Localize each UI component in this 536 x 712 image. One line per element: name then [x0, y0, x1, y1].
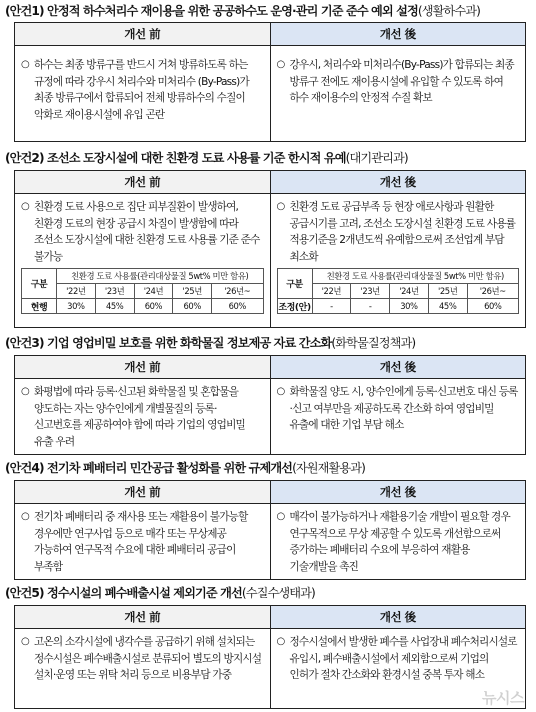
after-item: ○ 정수시설에서 발생한 폐수를 사업장내 폐수처리시설로 유입시, 폐수배출시설에서 제외함으로써 기업의 인허가 절차 간소화와 환경시설 중복 투자 해소 — [276, 636, 517, 681]
paint-usage-table-current — [21, 268, 264, 314]
table-year: '22년 — [57, 284, 96, 299]
table-value: - — [312, 299, 351, 314]
section-1-before — [15, 46, 271, 142]
before-item: ○ 전기차 폐배터리 중 재사용 또는 재활용이 불가능할 경우에만 연구사업 등으로 매각 또는 무상제공 가능하여 연구목적 수요에 대한 폐배터리 공급이 부족함 — [21, 511, 248, 573]
header-after: 개선 後 — [271, 606, 526, 628]
table-value: 60% — [134, 299, 173, 314]
section-1-title-text: (안건1) 안정적 하수처리수 재이용을 위한 공공하수도 운영·관리 기준 준수 예외 설정 — [5, 4, 418, 18]
after-item: ○ 매각이 불가능하거나 재활용기술 개발이 필요할 경우 연구목적으로 무상 제공할 수 있도록 개선함으로써 증가하는 폐배터리 수요에 부응하여 재활용 기술개발을 촉진 — [276, 511, 510, 573]
section-1-header — [15, 23, 525, 46]
section-4-title-text: (안건4) 전기차 폐배터리 민간공급 활성화를 위한 규제개선 — [5, 461, 293, 475]
circle-bullet-icon: ○ — [21, 59, 29, 70]
table-year: '25년 — [428, 284, 467, 299]
section-2-header — [15, 171, 525, 194]
table-row-label: 현행 — [22, 299, 57, 314]
section-4-body — [15, 504, 525, 580]
section-5-title-text: (안건5) 정수시설의 폐수배출시설 제외기준 개선 — [5, 586, 242, 600]
after-item: ○ 강우시, 처리수와 미처리수(By-Pass)가 합류되는 최종 방류구 전에도 재이용시설에 유입할 수 있도록 하여 하수 재이용수의 안정적 수질 확보 — [276, 59, 514, 104]
table-caption: 친환경 도료 사용률(관리대상물질 5wt% 미만 함유) — [312, 269, 519, 284]
table-value: 30% — [390, 299, 429, 314]
before-item: ○ 친환경 도료 사용으로 집단 피부질환이 발생하여, 친환경 도료의 현장 공급시 차질이 발생함에 따라 조선소 도장시설에 대한 친환경 도료 사용률 기준 준수 불가능 — [21, 201, 260, 263]
section-1-box — [14, 22, 526, 142]
circle-bullet-icon: ○ — [276, 201, 285, 212]
table-year: '24년 — [134, 284, 173, 299]
section-2-ministry: (대기관리과) — [345, 151, 408, 165]
table-year: '26년~ — [212, 284, 263, 299]
table-caption: 친환경 도료 사용률(관리대상물질 5wt% 미만 함유) — [57, 269, 264, 284]
section-2-title — [5, 150, 408, 167]
section-3-body — [15, 379, 525, 455]
section-1-ministry: (생활하수과) — [417, 4, 480, 18]
table-year: '23년 — [351, 284, 390, 299]
header-before: 개선 前 — [15, 23, 271, 45]
circle-bullet-icon: ○ — [21, 386, 29, 397]
section-5-ministry: (수질수생태과) — [241, 586, 315, 600]
header-after: 개선 後 — [271, 481, 526, 503]
circle-bullet-icon: ○ — [21, 201, 29, 212]
section-4-header — [15, 481, 525, 504]
table-value: - — [351, 299, 390, 314]
circle-bullet-icon: ○ — [276, 511, 285, 522]
section-2-title-text: (안건2) 조선소 도장시설에 대한 친환경 도료 사용률 기준 한시적 유예 — [5, 151, 346, 165]
circle-bullet-icon: ○ — [276, 59, 285, 70]
circle-bullet-icon: ○ — [21, 636, 29, 647]
watermark: 뉴시스 — [482, 689, 524, 707]
table-value: 30% — [57, 299, 96, 314]
header-after: 개선 後 — [271, 171, 526, 193]
table-year: '23년 — [95, 284, 134, 299]
section-3-title — [5, 335, 415, 352]
circle-bullet-icon: ○ — [276, 636, 285, 647]
before-item: ○ 고온의 소각시설에 냉각수를 공급하기 위해 설치되는 정수시설은 폐수배출시설로 분류되어 별도의 방지시설 설치·운영 또는 위탁 처리 등으로 비용부담 가중 — [21, 636, 262, 681]
table-row-header: 구분 — [22, 269, 57, 299]
header-before: 개선 前 — [15, 171, 271, 193]
table-value: 60% — [212, 299, 263, 314]
table-row-label: 조정(안) — [277, 299, 312, 314]
section-2-box — [14, 170, 526, 328]
section-4-before — [15, 504, 271, 580]
section-1-body — [15, 46, 525, 142]
paint-usage-table-adjusted — [277, 268, 520, 314]
circle-bullet-icon: ○ — [21, 511, 29, 522]
section-2-after — [271, 194, 526, 328]
section-1-title — [5, 3, 480, 20]
section-4-box — [14, 480, 526, 580]
section-2-before — [15, 194, 271, 328]
section-5-before — [15, 629, 271, 709]
header-before: 개선 前 — [15, 606, 271, 628]
table-row-header: 구분 — [277, 269, 312, 299]
header-after: 개선 後 — [271, 23, 526, 45]
after-item: ○ 화학물질 양도 시, 양수인에게 등록·신고번호 대신 등록·신고 여부만을 제공하도록 간소화 하여 영업비밀 유출에 대한 기업 부담 해소 — [276, 386, 518, 431]
after-item: ○ 친환경 도료 공급부족 등 현장 애로사항과 원활한 공급시기를 고려, 조선소 도장시설 친환경 도료 사용률 적용기준을 2개년도씩 유예함으로써 조선업계 부담 최소화 — [276, 201, 516, 263]
section-4-title — [5, 460, 365, 477]
section-1-after — [271, 46, 526, 142]
header-before: 개선 前 — [15, 481, 271, 503]
section-2-body — [15, 194, 525, 328]
before-item: ○ 화평법에 따라 등록·신고된 화학물질 및 혼합물을 양도하는 자는 양수인에게 개별물질의 등록·신고번호를 제공하여야 함에 따라 기업의 영업비밀 유출 우려 — [21, 386, 245, 448]
table-value: 45% — [428, 299, 467, 314]
table-value: 45% — [95, 299, 134, 314]
section-3-before — [15, 379, 271, 455]
section-3-header — [15, 356, 525, 379]
section-5-title — [5, 585, 315, 602]
header-after: 개선 後 — [271, 356, 526, 378]
section-3-title-text: (안건3) 기업 영업비밀 보호를 위한 화학물질 정보제공 자료 간소화 — [5, 336, 332, 350]
table-year: '25년 — [173, 284, 212, 299]
table-year: '22년 — [312, 284, 351, 299]
section-5-header — [15, 606, 525, 629]
before-item: ○ 하수는 최종 방류구를 반드시 거쳐 방류하도록 하는 규정에 따라 강우시 처리수와 미처리수 (By-Pass)가 최종 방류구에서 합류되어 전체 방류하수의 수질이 악화로 재이용시설에 유입 곤란 — [21, 59, 249, 121]
table-year: '24년 — [390, 284, 429, 299]
section-5-box — [14, 605, 526, 709]
table-value: 60% — [467, 299, 518, 314]
section-5-body — [15, 629, 525, 709]
section-3-ministry: (화학물질정책과) — [331, 336, 416, 350]
circle-bullet-icon: ○ — [276, 386, 285, 397]
table-year: '26년~ — [467, 284, 518, 299]
section-4-after — [271, 504, 526, 580]
section-3-box — [14, 355, 526, 455]
table-value: 60% — [173, 299, 212, 314]
section-4-ministry: (자원재활용과) — [292, 461, 366, 475]
section-3-after — [271, 379, 526, 455]
header-before: 개선 前 — [15, 356, 271, 378]
